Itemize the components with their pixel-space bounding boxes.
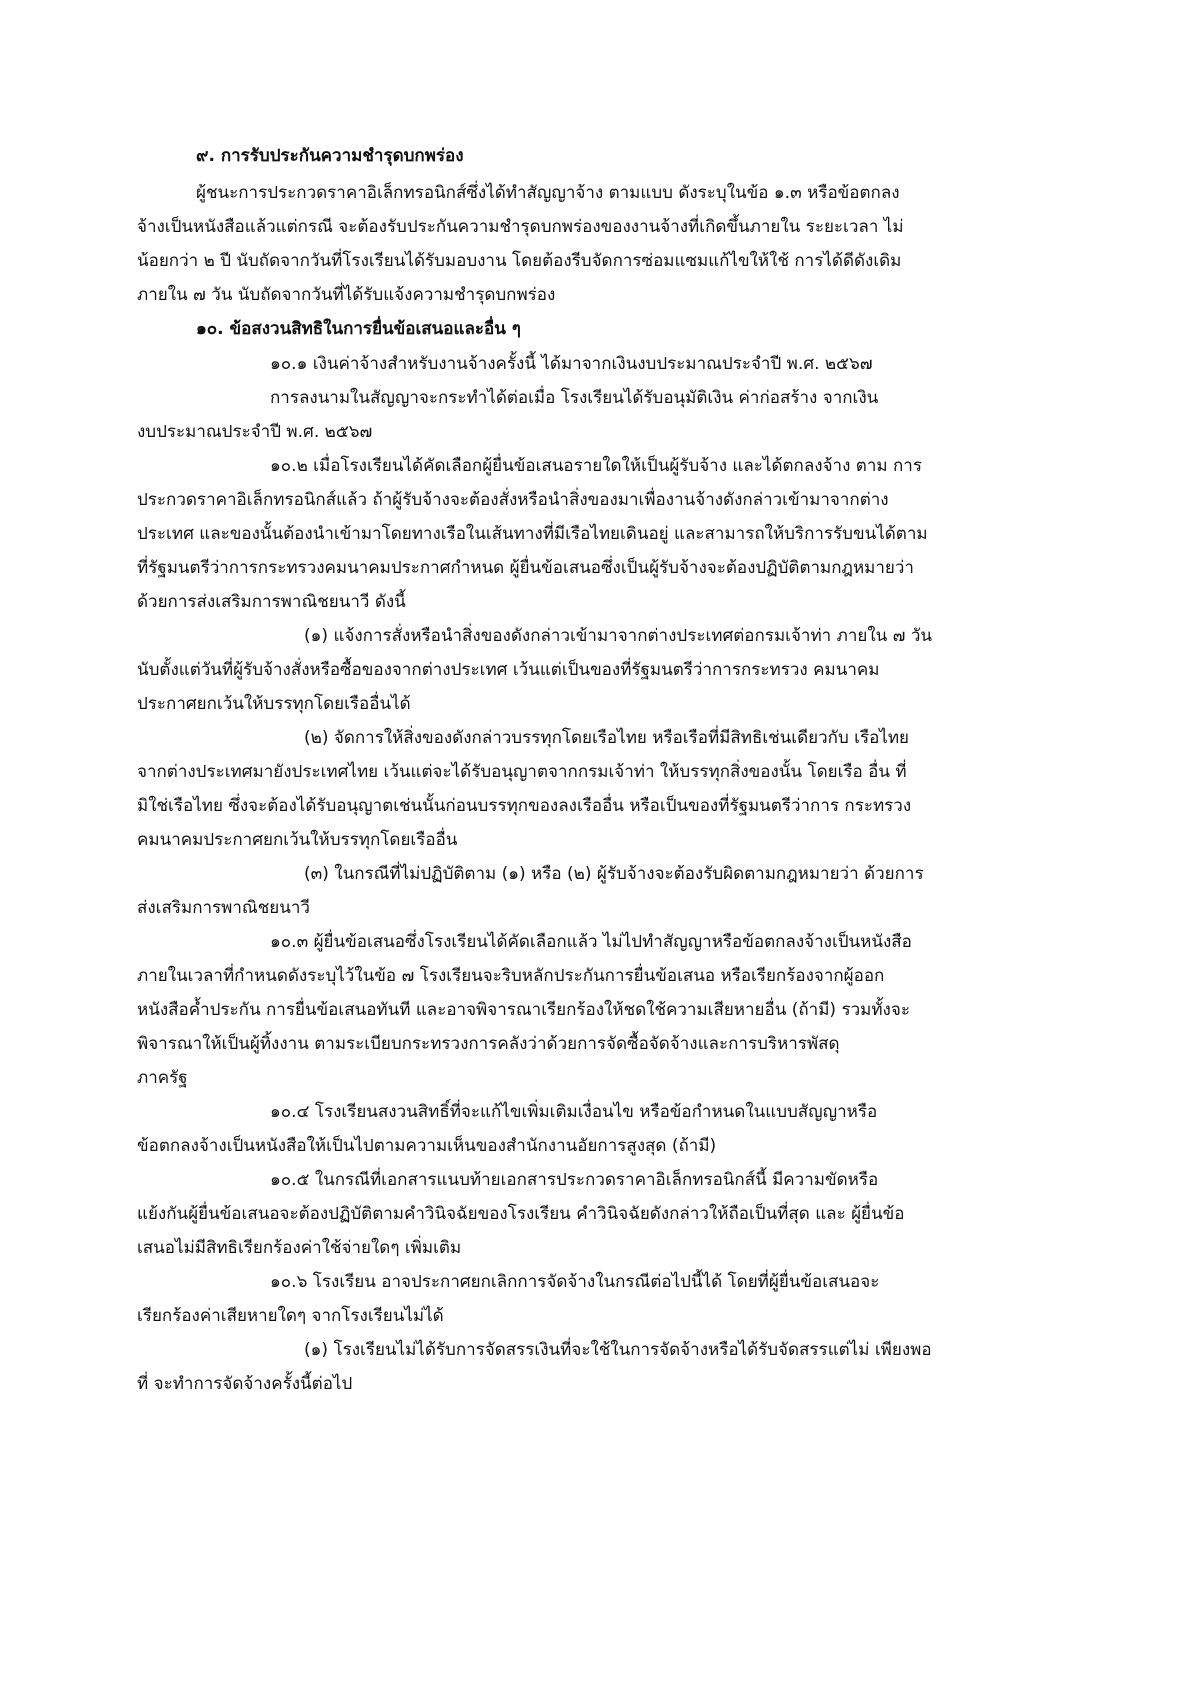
section-9-line: จ้างเป็นหนังสือแล้วแต่กรณี จะต้องรับประกันความชำรุดบกพร่องของงานจ้างที่เกิดขึ้นภายใน ระยะเวลา ไม่: [137, 217, 904, 237]
clause-10-2-1-line: นับตั้งแต่วันที่ผู้รับจ้างสั่งหรือซื้อของจากต่างประเทศ เว้นแต่เป็นของที่รัฐมนตรีว่าการกระทรวง คมนาคม: [137, 660, 880, 680]
clause-10-2-line: ประเทศ และของนั้นต้องนำเข้ามาโดยทางเรือในเส้นทางที่มีเรือไทยเดินอยู่ และสามารถให้บริการรับขนได้ตาม: [137, 524, 928, 544]
clause-10-2-3-line: ส่งเสริมการพาณิชยนาวี: [137, 898, 310, 918]
clause-10-1-line: งบประมาณประจำปี พ.ศ. ๒๕๖๗: [137, 422, 373, 442]
clause-10-5-line: ๑๐.๕ ในกรณีที่เอกสารแนบท้ายเอกสารประกวดราคาอิเล็กทรอนิกส์นี้ มีความขัดหรือ: [270, 1170, 879, 1190]
section-9-line: ภายใน ๗ วัน นับถัดจากวันที่ได้รับแจ้งความชำรุดบกพร่อง: [137, 285, 556, 305]
section-10-heading: ๑๐. ข้อสงวนสิทธิในการยื่นข้อเสนอและอื่น ๆ: [196, 319, 521, 339]
clause-10-3-line: ภาครัฐ: [137, 1068, 188, 1088]
clause-10-3-line: ๑๐.๓ ผู้ยื่นข้อเสนอซึ่งโรงเรียนได้คัดเลือกแล้ว ไม่ไปทำสัญญาหรือข้อตกลงจ้างเป็นหนังสือ: [270, 932, 912, 952]
section-9-line: น้อยกว่า ๒ ปี นับถัดจากวันที่โรงเรียนได้รับมอบงาน โดยต้องรีบจัดการซ่อมแซมแก้ไขให้ใช้ การได้ดีดังเดิม: [137, 251, 902, 271]
clause-10-2-1-line: ประกาศยกเว้นให้บรรทุกโดยเรืออื่นได้: [137, 694, 411, 714]
clause-10-6-1-line: (๑) โรงเรียนไม่ได้รับการจัดสรรเงินที่จะใช้ในการจัดจ้างหรือได้รับจัดสรรแต่ไม่ เพียงพอ: [304, 1340, 932, 1360]
clause-10-2-2-line: มิใช่เรือไทย ซึ่งจะต้องได้รับอนุญาตเช่นนั้นก่อนบรรทุกของลงเรืออื่น หรือเป็นของที่รัฐมนตรีว่าการ กระทรวง: [137, 796, 912, 816]
clause-10-6-line: เรียกร้องค่าเสียหายใดๆ จากโรงเรียนไม่ได้: [137, 1306, 444, 1326]
clause-10-1-line: ๑๐.๑ เงินค่าจ้างสำหรับงานจ้างครั้งนี้ ได้มาจากเงินงบประมาณประจำปี พ.ศ. ๒๕๖๗: [270, 354, 873, 374]
clause-10-2-3-line: (๓) ในกรณีที่ไม่ปฏิบัติตาม (๑) หรือ (๒) ผู้รับจ้างจะต้องรับผิดตามกฎหมายว่า ด้วยการ: [304, 864, 924, 884]
clause-10-3-line: พิจารณาให้เป็นผู้ทิ้งงาน ตามระเบียบกระทรวงการคลังว่าด้วยการจัดซื้อจัดจ้างและการบริหารพัสดุ: [137, 1034, 840, 1054]
clause-10-2-line: ๑๐.๒ เมื่อโรงเรียนได้คัดเลือกผู้ยื่นข้อเสนอรายใดให้เป็นผู้รับจ้าง และได้ตกลงจ้าง ตาม การ: [270, 456, 922, 476]
section-9-line: ผู้ชนะการประกวดราคาอิเล็กทรอนิกส์ซึ่งได้ทำสัญญาจ้าง ตามแบบ ดังระบุในข้อ ๑.๓ หรือข้อตกลง: [196, 183, 900, 203]
clause-10-2-2-line: จากต่างประเทศมายังประเทศไทย เว้นแต่จะได้รับอนุญาตจากกรมเจ้าท่า ให้บรรทุกสิ่งของนั้น โดยเรือ อื่น ที่: [137, 762, 907, 782]
section-9-heading: ๙. การรับประกันความชำรุดบกพร่อง: [196, 146, 464, 166]
clause-10-5-line: แย้งกันผู้ยื่นข้อเสนอจะต้องปฏิบัติตามคำวินิจฉัยของโรงเรียน คำวินิจฉัยดังกล่าวให้ถือเป็นที่สุด และ ผู้ยื่นข้อ: [137, 1204, 905, 1224]
clause-10-2-1-line: (๑) แจ้งการสั่งหรือนำสิ่งของดังกล่าวเข้ามาจากต่างประเทศต่อกรมเจ้าท่า ภายใน ๗ วัน: [304, 626, 933, 646]
clause-10-2-line: ด้วยการส่งเสริมการพาณิชยนาวี ดังนี้: [137, 592, 406, 612]
clause-10-2-line: ประกวดราคาอิเล็กทรอนิกส์แล้ว ถ้าผู้รับจ้างจะต้องสั่งหรือนำสิ่งของมาเพื่องานจ้างดังกล่าวเข้ามาจากต่าง: [137, 490, 889, 510]
clause-10-3-line: หนังสือค้ำประกัน การยื่นข้อเสนอทันที และอาจพิจารณาเรียกร้องให้ชดใช้ความเสียหายอื่น (ถ้ามี) รวมทั้งจะ: [137, 1000, 910, 1020]
clause-10-5-line: เสนอไม่มีสิทธิเรียกร้องค่าใช้จ่ายใดๆ เพิ่มเติม: [137, 1238, 462, 1258]
clause-10-6-line: ๑๐.๖ โรงเรียน อาจประกาศยกเลิกการจัดจ้างในกรณีต่อไปนี้ได้ โดยที่ผู้ยื่นข้อเสนอจะ: [270, 1272, 880, 1292]
clause-10-6-1-line: ที่ จะทำการจัดจ้างครั้งนี้ต่อไป: [137, 1374, 353, 1394]
clause-10-4-line: ๑๐.๔ โรงเรียนสงวนสิทธิ์ที่จะแก้ไขเพิ่มเติมเงื่อนไข หรือข้อกำหนดในแบบสัญญาหรือ: [270, 1102, 878, 1122]
clause-10-2-2-line: (๒) จัดการให้สิ่งของดังกล่าวบรรทุกโดยเรือไทย หรือเรือที่มีสิทธิเช่นเดียวกับ เรือไทย: [304, 728, 910, 748]
clause-10-2-2-line: คมนาคมประกาศยกเว้นให้บรรทุกโดยเรืออื่น: [137, 830, 458, 850]
clause-10-2-line: ที่รัฐมนตรีว่าการกระทรวงคมนาคมประกาศกำหนด ผู้ยื่นข้อเสนอซึ่งเป็นผู้รับจ้างจะต้องปฏิบัติตามกฎหมายว่า: [137, 558, 914, 578]
clause-10-4-line: ข้อตกลงจ้างเป็นหนังสือให้เป็นไปตามความเห็นของสำนักงานอัยการสูงสุด (ถ้ามี): [137, 1136, 717, 1156]
clause-10-3-line: ภายในเวลาที่กำหนดดังระบุไว้ในข้อ ๗ โรงเรียนจะริบหลักประกันการยื่นข้อเสนอ หรือเรียกร้องจากผู้ออก: [137, 966, 885, 986]
clause-10-1-line: การลงนามในสัญญาจะกระทำได้ต่อเมื่อ โรงเรียนได้รับอนุมัติเงิน ค่าก่อสร้าง จากเงิน: [270, 388, 879, 408]
